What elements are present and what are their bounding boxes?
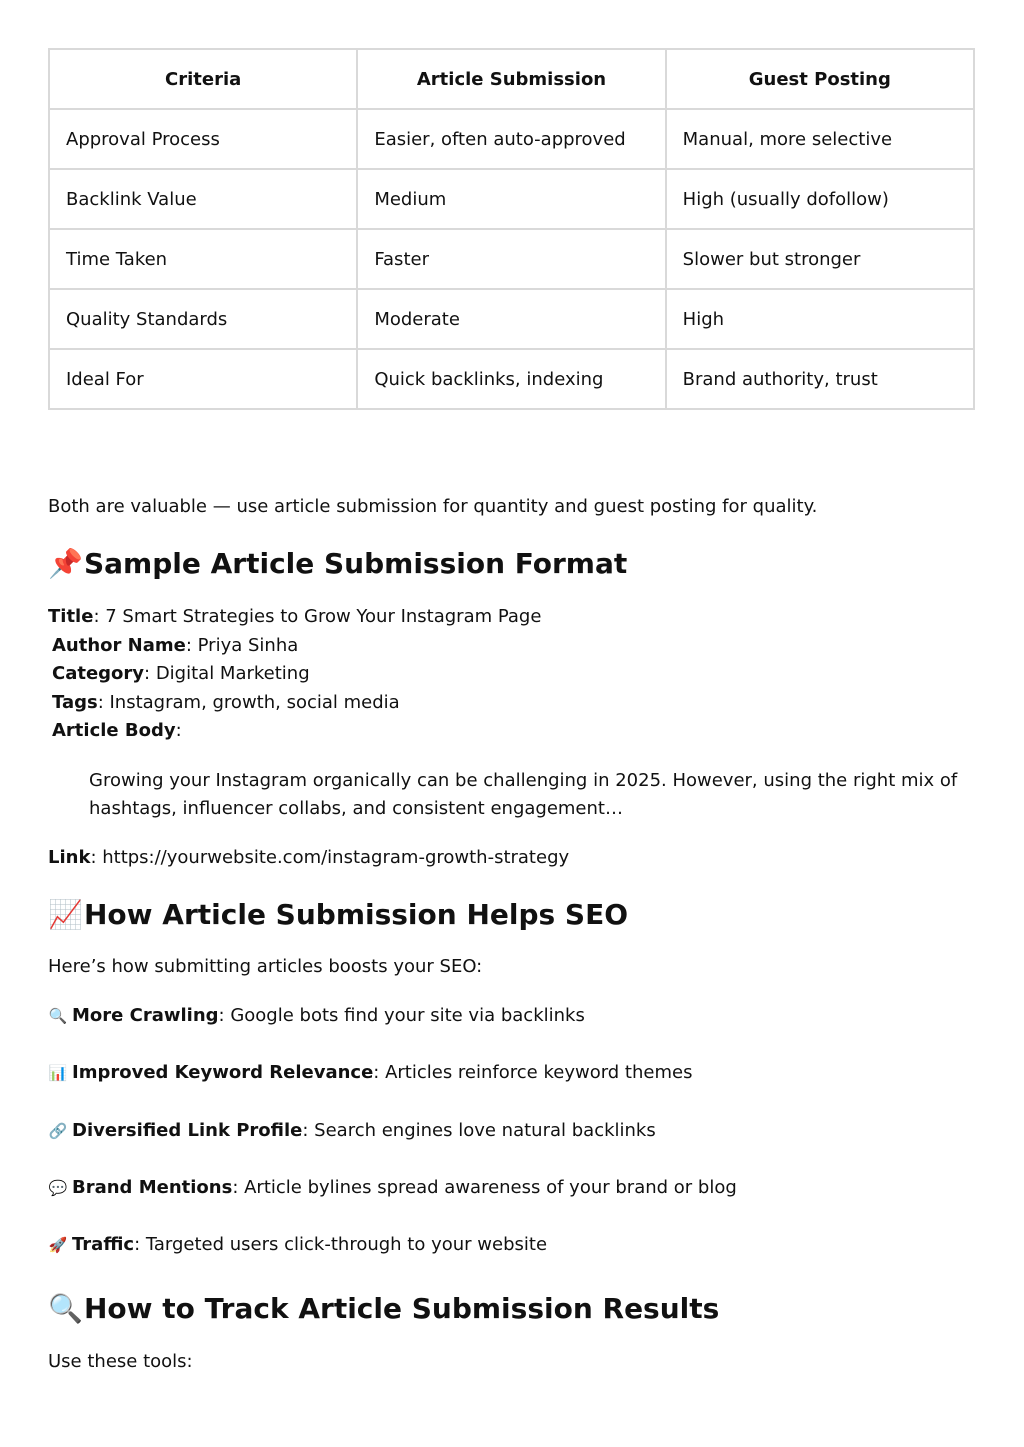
meta-value: : Priya Sinha (185, 634, 299, 656)
table-cell: Faster (357, 229, 665, 289)
meta-tags (48, 689, 541, 718)
meta-author (48, 632, 541, 661)
seo-intro: Here’s how submitting articles boosts your SEO: (48, 956, 483, 977)
bullet-label: More Crawling (72, 1005, 219, 1026)
table-row (49, 349, 974, 409)
table-row (49, 169, 974, 229)
bullet-label: Diversified Link Profile (72, 1120, 303, 1141)
header-criteria: Criteria (49, 49, 357, 109)
rocket-icon: 🚀 (48, 1236, 68, 1254)
table-row (49, 289, 974, 349)
table-cell: Moderate (357, 289, 665, 349)
list-item (48, 1060, 692, 1086)
meta-category (48, 660, 541, 689)
table-cell: High (usually dofollow) (666, 169, 974, 229)
table-cell: Quality Standards (49, 289, 357, 349)
bullet-label: Traffic (72, 1234, 135, 1255)
bullet-text: : Google bots find your site via backlinks (218, 1005, 585, 1026)
list-item (48, 1118, 656, 1144)
meta-value: : (175, 720, 182, 741)
bullet-label: Brand Mentions (72, 1177, 233, 1198)
table-cell: Brand authority, trust (666, 349, 974, 409)
chart-increasing-icon: 📈 (48, 898, 83, 931)
table-cell: Backlink Value (49, 169, 357, 229)
header-article-submission: Article Submission (357, 49, 665, 109)
meta-value: : Digital Marketing (144, 663, 310, 684)
bullet-text: : Articles reinforce keyword themes (373, 1062, 693, 1083)
magnifier-icon: 🔍 (48, 1292, 83, 1325)
table-cell: Ideal For (49, 349, 357, 409)
header-guest-posting: Guest Posting (666, 49, 974, 109)
bullet-text: : Search engines love natural backlinks (302, 1120, 656, 1141)
heading-text: How Article Submission Helps SEO (84, 898, 629, 931)
heading-text: Sample Article Submission Format (84, 547, 628, 580)
link-label: Link (48, 847, 91, 868)
list-item (48, 1175, 737, 1201)
section-heading-tracking (48, 1291, 719, 1327)
article-meta-block (48, 603, 541, 746)
table-header-row (49, 49, 974, 109)
meta-label: Category (52, 663, 145, 684)
table-row (49, 109, 974, 169)
speech-bubble-icon: 💬 (48, 1179, 68, 1197)
table-cell: Manual, more selective (666, 109, 974, 169)
meta-label: Author Name (52, 634, 186, 656)
meta-body (48, 717, 541, 746)
link-value: : https://yourwebsite.com/instagram-growth-strategy (90, 847, 570, 868)
heading-text: How to Track Article Submission Results (84, 1292, 720, 1325)
list-item (48, 1003, 585, 1029)
meta-value: : Instagram, growth, social media (97, 691, 400, 713)
article-link-line (48, 845, 569, 871)
bullet-label: Improved Keyword Relevance (72, 1062, 374, 1083)
table-cell: Time Taken (49, 229, 357, 289)
link-icon: 🔗 (48, 1122, 68, 1140)
bullet-text: : Article bylines spread awareness of your brand or blog (232, 1177, 737, 1198)
meta-title (48, 603, 541, 632)
summary-paragraph: Both are valuable — use article submission for quantity and guest posting for quality. (48, 496, 818, 517)
meta-label: Title (48, 606, 94, 627)
table-cell: Approval Process (49, 109, 357, 169)
meta-label: Article Body (52, 720, 176, 741)
tracking-intro: Use these tools: (48, 1351, 193, 1372)
table-row (49, 229, 974, 289)
meta-value: : 7 Smart Strategies to Grow Your Instagram Page (93, 606, 542, 627)
table-cell: Slower but stronger (666, 229, 974, 289)
pushpin-icon: 📌 (48, 547, 83, 580)
table-cell: Quick backlinks, indexing (357, 349, 665, 409)
bar-chart-icon: 📊 (48, 1064, 68, 1082)
list-item (48, 1232, 547, 1258)
table-cell: High (666, 289, 974, 349)
magnifier-icon: 🔍 (48, 1007, 68, 1025)
section-heading-sample-format (48, 546, 627, 582)
bullet-text: : Targeted users click-through to your website (134, 1234, 548, 1255)
article-body-quote: Growing your Instagram organically can be challenging in 2025. However, using the right mix of hashtags, influencer collabs, and consistent engagement… (89, 770, 958, 819)
meta-label: Tags (52, 691, 98, 713)
section-heading-seo (48, 897, 628, 933)
comparison-table (48, 48, 975, 410)
table-cell: Easier, often auto-approved (357, 109, 665, 169)
table-cell: Medium (357, 169, 665, 229)
